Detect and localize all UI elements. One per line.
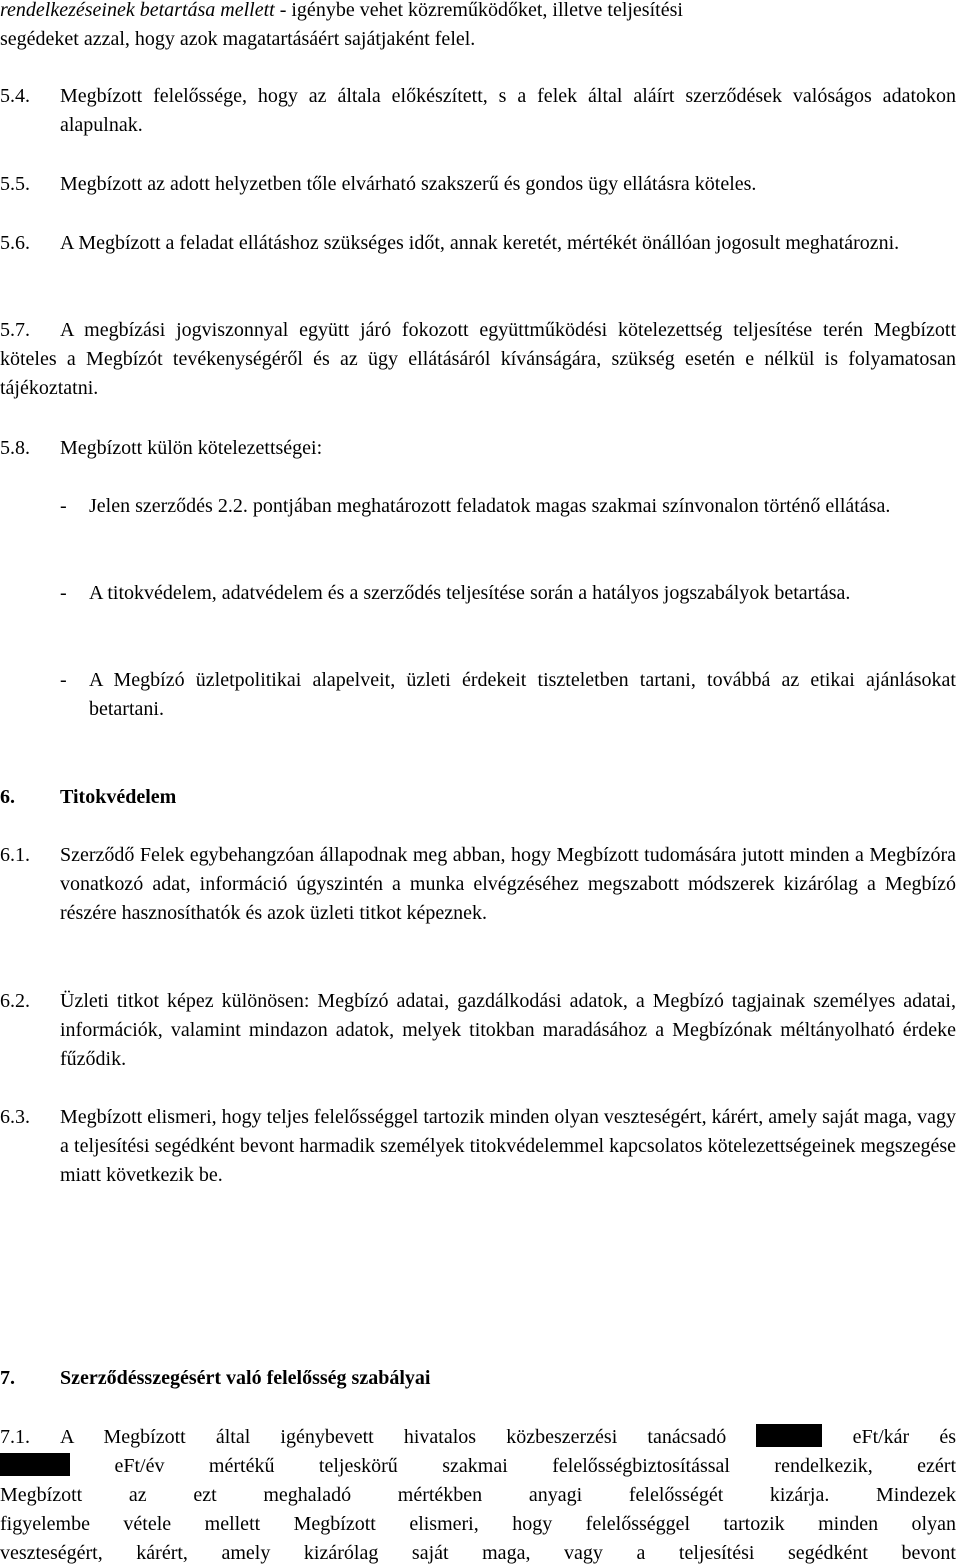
section-heading-6 [0, 783, 956, 812]
section-number: 5.4. [0, 85, 30, 107]
section-text: Megbízott külön kötelezettségei: [60, 437, 323, 459]
section-number: 5.6. [0, 232, 30, 254]
section-number: 6.2. [0, 990, 30, 1012]
section-6-3 [0, 1103, 956, 1190]
section-text: Szerződő Felek egybehangzóan állapodnak meg abban, hogy Megbízott tudomására jutott minden a Megbízóra vonatkozó adat, információ úgyszintén a munka elvégzéséhez megszabott módszerek kizárólag a Megbízó részére hasznosíthatók és azok üzleti titkot képeznek. [60, 844, 956, 924]
section-number: 5.7. [0, 319, 30, 341]
section-5-6 [0, 229, 956, 258]
intro-line1-rest: - igénybe vehet közreműködőket, illetve teljesítési [274, 0, 683, 21]
section-text: A megbízási jogviszonnyal együtt járó fokozott együttműködési kötelezettség teljesítése terén Megbízott köteles a Megbízót tevékenységéről és az ügy ellátásáról kívánságára, szükség esetén e nélkül is folyamatosan tájékoztatni. [0, 319, 956, 399]
section-5-7 [0, 316, 956, 403]
section-number: 6.1. [0, 844, 30, 866]
intro-paragraph [0, 0, 956, 54]
section-heading-7 [0, 1364, 956, 1393]
list-dash: - [60, 495, 67, 517]
section-number: 5.8. [0, 437, 30, 459]
section-5-5 [0, 170, 956, 199]
section-7-1-line3: Megbízott az ezt meghaladó mértékben anyagi felelősségét kizárja. Mindezek [0, 1484, 956, 1506]
section-text: Megbízott az adott helyzetben tőle elvárható szakszerű és gondos ügy ellátásra köteles. [60, 173, 757, 195]
redacted-amount-2 [0, 1453, 70, 1476]
heading-text: Titokvédelem [60, 786, 177, 808]
section-number: 7.1. [0, 1426, 30, 1448]
section-5-8 [0, 434, 956, 463]
list-item [0, 579, 956, 608]
section-6-1 [0, 841, 956, 928]
intro-line2: segédeket azzal, hogy azok magatartásáért sajátjaként felel. [0, 28, 476, 50]
list-item [0, 492, 956, 521]
section-text: Megbízott felelőssége, hogy az általa előkészített, s a felek által aláírt szerződések valóságos adatokon alapulnak. [60, 85, 956, 136]
list-item-text: A titokvédelem, adatvédelem és a szerződés teljesítése során a hatályos jogszabályok betartása. [89, 582, 851, 604]
section-7-1-line2: eFt/év mértékű teljeskörű szakmai felelősségbiztosítással rendelkezik, ezért [0, 1452, 956, 1481]
list-dash: - [60, 582, 67, 604]
section-number: 5.5. [0, 173, 30, 195]
section-7-1-line4: figyelembe vétele mellett Megbízott elismeri, hogy felelősséggel tartozik minden olyan [0, 1513, 956, 1535]
list-dash: - [60, 669, 67, 691]
section-7-1-line1: A Megbízott által igénybevett hivatalos közbeszerzési tanácsadó eFt/kár és [60, 1426, 957, 1448]
heading-text: Szerződésszegésért való felelősség szabályai [60, 1367, 431, 1389]
section-text: Megbízott elismeri, hogy teljes felelősséggel tartozik minden olyan veszteségért, kárért, amely saját maga, vagy a teljesítési segédként bevont harmadik személyek titokvédelemmel kapcsolatos kötelezettségeinek megszegése miatt következik be. [60, 1106, 956, 1186]
section-7-1 [0, 1423, 956, 1568]
heading-number: 7. [0, 1367, 15, 1389]
section-text: Üzleti titkot képez különösen: Megbízó adatai, gazdálkodási adatok, a Megbízó tagjainak személyes adatai, információk, valamint mindazon adatok, melyek titokban maradásához a Megbízónak méltányolható érdeke fűződik. [60, 990, 956, 1070]
section-5-4 [0, 82, 956, 140]
list-item-text: Jelen szerződés 2.2. pontjában meghatározott feladatok magas szakmai színvonalon történő ellátása. [89, 495, 891, 517]
section-number: 6.3. [0, 1106, 30, 1128]
section-text: A Megbízott a feladat ellátáshoz szükséges időt, annak keretét, mértékét önállóan jogosult meghatározni. [60, 232, 900, 254]
heading-number: 6. [0, 786, 15, 808]
redacted-amount-1 [756, 1424, 822, 1447]
section-7-1-line5: veszteségért, kárért, amely kizárólag saját maga, vagy a teljesítési segédként bevont [0, 1542, 956, 1564]
list-item-text: A Megbízó üzletpolitikai alapelveit, üzleti érdekeit tiszteletben tartani, továbbá az etikai ajánlásokat betartani. [89, 669, 956, 720]
section-6-2 [0, 987, 956, 1074]
list-item [0, 666, 956, 724]
intro-italic-text: rendelkezéseinek betartása mellett [0, 0, 275, 21]
